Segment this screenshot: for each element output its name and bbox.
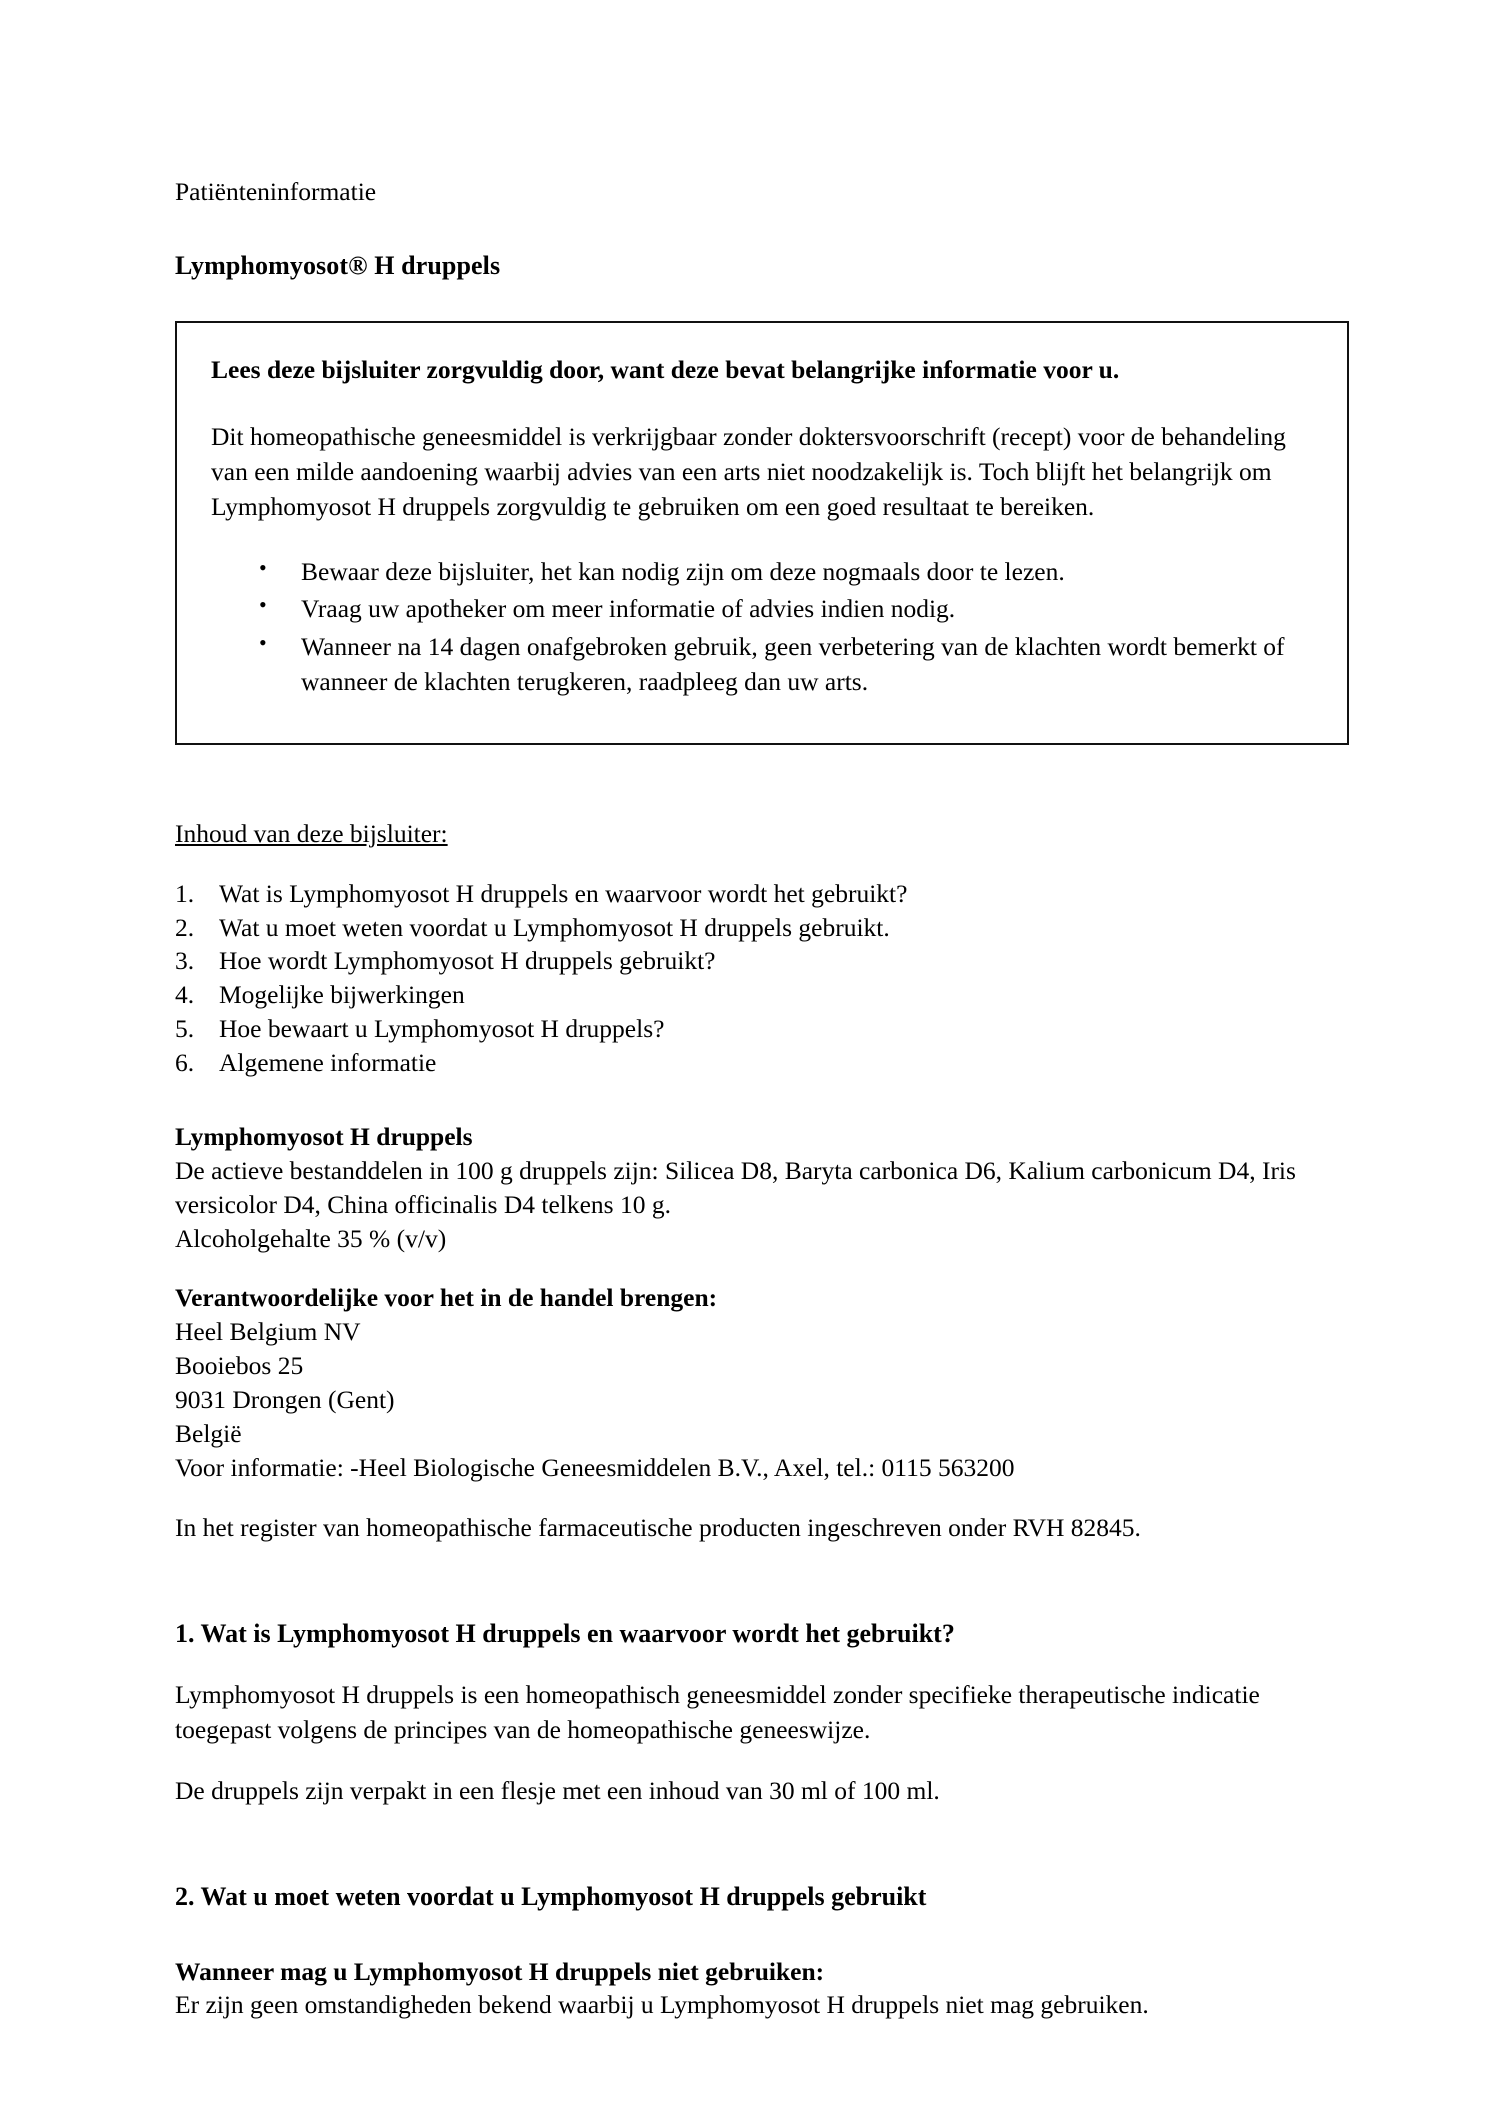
toc-item-label: Hoe bewaart u Lymphomyosot H druppels? <box>219 1014 665 1044</box>
toc-item-label: Wat u moet weten voordat u Lymphomyosot H druppels gebruikt. <box>219 912 890 942</box>
composition-alcohol: Alcoholgehalte 35 % (v/v) <box>175 1223 447 1253</box>
toc-item-number: 1. <box>175 878 195 908</box>
document-body <box>175 175 1330 2022</box>
patient-information-label: Patiënteninformatie <box>175 177 377 206</box>
marketing-authorisation-heading: Verantwoordelijke voor het in de handel brengen: <box>175 1283 718 1313</box>
spacer <box>175 1080 1330 1120</box>
important-information-box <box>175 321 1349 745</box>
section-1-heading: 1. Wat is Lymphomyosot H druppels en waarvoor wordt het gebruikt? <box>175 1618 955 1648</box>
company-country: België <box>175 1418 242 1448</box>
spacer <box>175 1651 1330 1677</box>
list-item <box>175 877 1330 911</box>
company-info-line: Voor informatie: -Heel Biologische Geneesmiddelen B.V., Axel, tel.: 0115 563200 <box>175 1452 1015 1482</box>
toc-item-label: Algemene informatie <box>219 1048 437 1078</box>
toc-item-label: Hoe wordt Lymphomyosot H druppels gebruikt? <box>219 946 716 976</box>
company-city: 9031 Drongen (Gent) <box>175 1384 395 1414</box>
list-item <box>175 911 1330 945</box>
toc-item-number: 5. <box>175 1014 195 1044</box>
company-name: Heel Belgium NV <box>175 1317 361 1347</box>
toc-item-number: 4. <box>175 980 195 1010</box>
toc-heading: Inhoud van deze bijsluiter: <box>175 818 448 848</box>
table-of-contents <box>175 877 1330 1080</box>
list-item: • Bewaar deze bijsluiter, het kan nodig zijn om deze nogmaals door te lezen. <box>259 554 1313 589</box>
company-street: Booiebos 25 <box>175 1350 304 1380</box>
section-2-subheading: Wanneer mag u Lymphomyosot H druppels niet gebruiken: <box>175 1956 825 1986</box>
spacer <box>175 1485 1330 1511</box>
spacer <box>175 1747 1330 1773</box>
section-1-paragraph-2: De druppels zijn verpakt in een flesje met een inhoud van 30 ml of 100 ml. <box>175 1776 940 1806</box>
product-title: Lymphomyosot® H druppels <box>175 250 501 280</box>
spacer <box>175 1545 1330 1617</box>
list-item <box>175 978 1330 1012</box>
section-2-heading: 2. Wat u moet weten voordat u Lymphomyosot H druppels gebruikt <box>175 1882 927 1912</box>
composition-actives: De actieve bestanddelen in 100 g druppels zijn: Silicea D8, Baryta carbonica D6, Kalium carbonicum D4, Iris versicolor D4, China officinalis D4 telkens 10 g. <box>175 1155 1296 1219</box>
spacer <box>175 209 1330 249</box>
list-item: • Wanneer na 14 dagen onafgebroken gebruik, geen verbetering van de klachten wordt bemerkt of wanneer de klachten terugkeren, raadpleeg dan uw arts. <box>259 629 1313 699</box>
callout-paragraph: Dit homeopathische geneesmiddel is verkrijgbaar zonder doktersvoorschrift (recept) voor de behandeling van een milde aandoening waarbij advies van een arts niet noodzakelijk is. Toch blijft het belangrijk om Lymphomyosot H druppels zorgvuldig te gebruiken om een goed resultaat te bereiken. <box>211 421 1286 521</box>
callout-heading: Lees deze bijsluiter zorgvuldig door, want deze bevat belangrijke informatie voor u. <box>211 354 1120 384</box>
toc-item-number: 2. <box>175 912 195 942</box>
section-1-paragraph-1: Lymphomyosot H druppels is een homeopathisch geneesmiddel zonder specifieke therapeutische indicatie toegepast volgens de principes van de homeopathische geneeswijze. <box>175 1679 1260 1744</box>
spacer <box>175 1808 1330 1880</box>
spacer <box>175 1255 1330 1281</box>
spacer <box>175 851 1330 877</box>
toc-item-number: 6. <box>175 1048 195 1078</box>
composition-heading: Lymphomyosot H druppels <box>175 1122 473 1152</box>
section-2-paragraph-1: Er zijn geen omstandigheden bekend waarbij u Lymphomyosot H druppels niet mag gebruiken. <box>175 1990 1149 2020</box>
registration-line: In het register van homeopathische farmaceutische producten ingeschreven onder RVH 82845. <box>175 1512 1141 1542</box>
list-item <box>175 1046 1330 1080</box>
list-item <box>175 1012 1330 1046</box>
toc-item-number: 3. <box>175 946 195 976</box>
spacer <box>175 745 1330 817</box>
list-item: • Vraag uw apotheker om meer informatie of advies indien nodig. <box>259 591 1313 626</box>
spacer <box>175 1915 1330 1955</box>
toc-item-label: Mogelijke bijwerkingen <box>219 980 465 1010</box>
list-item <box>175 944 1330 978</box>
toc-item-label: Wat is Lymphomyosot H druppels en waarvoor wordt het gebruikt? <box>219 878 908 908</box>
callout-bullet-list <box>211 554 1313 699</box>
